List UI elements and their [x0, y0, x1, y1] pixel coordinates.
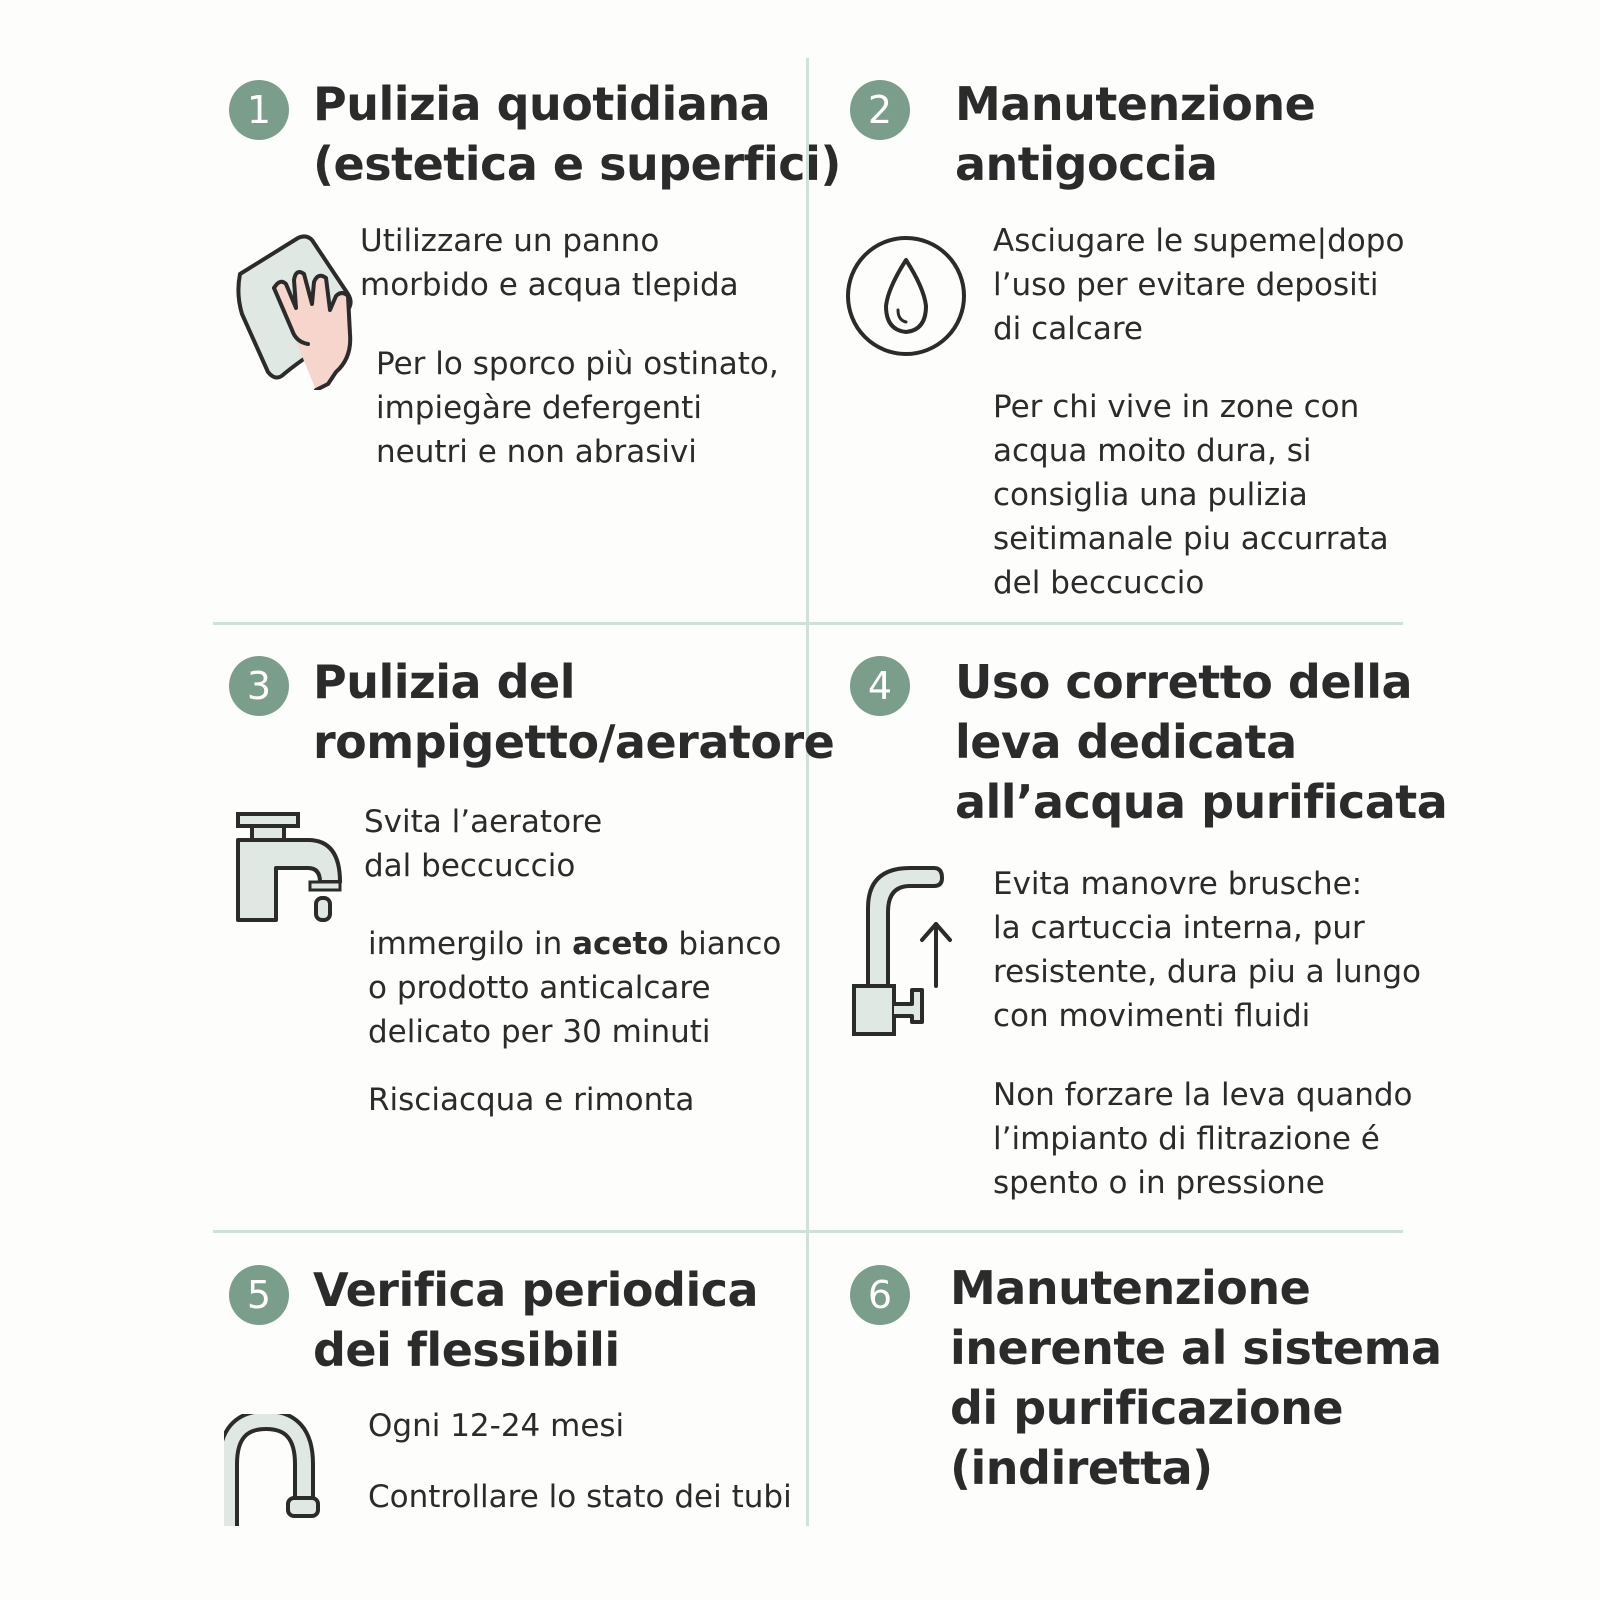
title-line: dei flessibili — [313, 1323, 620, 1377]
text-line: Utilizzare un panno — [360, 223, 660, 259]
text-line: con movimenti fluidi — [993, 998, 1311, 1034]
text-line: morbido e acqua tlepida — [360, 267, 739, 303]
text-line: resistente, dura piu a lungo — [993, 954, 1421, 990]
title-line: Uso corretto della — [955, 655, 1413, 709]
text-line: del beccuccio — [993, 565, 1205, 601]
paragraph — [993, 219, 1404, 351]
horizontal-divider-2 — [213, 1230, 1403, 1233]
text-line: l’uso per evitare depositi — [993, 267, 1379, 303]
text-line: dal beccuccio — [364, 848, 576, 884]
title-line: (indiretta) — [950, 1441, 1213, 1495]
section-title — [313, 652, 834, 772]
water-drop-icon — [844, 234, 968, 358]
paragraph — [993, 1073, 1413, 1205]
text-line: Ogni 12-24 mesi — [368, 1408, 625, 1444]
paragraph — [368, 1404, 624, 1448]
text-line: Controllare lo stato dei tubi — [368, 1479, 792, 1515]
paragraph — [376, 342, 779, 474]
text-line: o prodotto anticalcare — [368, 970, 711, 1006]
title-line: inerente al sistema — [950, 1321, 1442, 1375]
text-line: Svita l’aeratore — [364, 804, 603, 840]
step-number-badge: 1 — [229, 80, 289, 140]
title-line: Manutenzione — [955, 77, 1316, 131]
text-line: Non forzare la leva quando — [993, 1077, 1413, 1113]
section-title — [950, 1258, 1442, 1498]
step-number-badge: 3 — [229, 656, 289, 716]
title-line: all’acqua purificata — [955, 775, 1448, 829]
paragraph — [364, 800, 602, 888]
text-line: Evita manovre brusche: — [993, 866, 1363, 902]
text-line: Per lo sporco più ostinato, — [376, 346, 779, 382]
text-line: delicato per 30 minuti — [368, 1014, 711, 1050]
text-line: spento o in pressione — [993, 1165, 1325, 1201]
title-line: (estetica e superfici) — [313, 137, 841, 191]
title-line: di purificazione — [950, 1381, 1344, 1435]
title-line: Pulizia quotidiana — [313, 77, 771, 131]
text-line: Per chi vive in zone con — [993, 389, 1360, 425]
text-fragment: immergilo in — [368, 926, 573, 962]
paragraph — [368, 1475, 792, 1519]
faucet-icon — [236, 812, 346, 924]
section-title — [313, 1260, 758, 1380]
title-line: Verifica periodica — [313, 1263, 759, 1317]
text-line: neutri e non abrasivi — [376, 434, 697, 470]
paragraph — [368, 1078, 694, 1122]
text-line: di calcare — [993, 311, 1143, 347]
horizontal-divider-1 — [213, 622, 1403, 625]
paragraph — [993, 385, 1389, 605]
step-number-badge: 4 — [850, 656, 910, 716]
text-line: consiglia una pulizia — [993, 477, 1308, 513]
section-title — [955, 652, 1447, 832]
highlighted-word: aceto — [572, 926, 669, 962]
text-line: l’impianto di flitrazione é — [993, 1121, 1380, 1157]
title-line: Manutenzione — [950, 1261, 1311, 1315]
paragraph — [368, 922, 781, 1054]
mixer-tap-lever-icon — [852, 866, 962, 1036]
text-line: Asciugare le supeme|dopo — [993, 223, 1405, 259]
text-line: la cartuccia interna, pur — [993, 910, 1365, 946]
text-fragment: bianco — [668, 926, 782, 962]
section-title — [955, 74, 1315, 194]
vertical-divider — [806, 58, 809, 1526]
text-line — [368, 922, 781, 966]
text-line: acqua moito dura, si — [993, 433, 1312, 469]
title-line: rompigetto/aeratore — [313, 715, 835, 769]
section-title — [313, 74, 841, 194]
title-line: Pulizia del — [313, 655, 575, 709]
step-number-badge: 5 — [229, 1265, 289, 1325]
text-line: Risciacqua e rimonta — [368, 1082, 695, 1118]
text-line: impiegàre defergenti — [376, 390, 702, 426]
title-line: antigoccia — [955, 137, 1218, 191]
paragraph — [360, 219, 739, 307]
flexible-hose-icon — [224, 1414, 320, 1526]
step-number-badge: 2 — [850, 80, 910, 140]
step-number-badge: 6 — [850, 1265, 910, 1325]
hand-cloth-icon — [236, 234, 366, 390]
paragraph — [993, 862, 1421, 1038]
title-line: leva dedicata — [955, 715, 1297, 769]
text-line: seitimanale piu accurrata — [993, 521, 1389, 557]
